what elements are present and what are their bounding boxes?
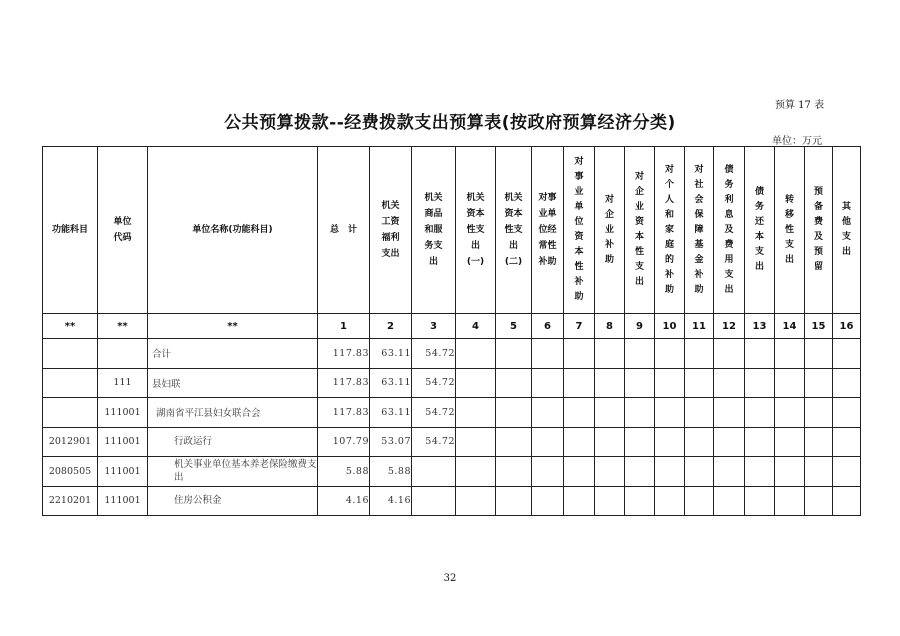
unit-code-cell: 111001 (98, 398, 148, 428)
empty-cell (685, 368, 714, 398)
header-col-11: 对社会保障基金补助 (685, 147, 714, 314)
index-cell: 14 (775, 314, 805, 339)
empty-cell (775, 457, 805, 487)
index-cell: 9 (625, 314, 655, 339)
index-cell: 11 (685, 314, 714, 339)
header-col-2: 机关工资福利支出 (370, 147, 412, 314)
header-col-15: 预备费及预留 (805, 147, 833, 314)
empty-cell (833, 427, 861, 457)
header-col-16: 其他支出 (833, 147, 861, 314)
index-cell: 15 (805, 314, 833, 339)
page-number: 32 (443, 573, 457, 584)
unit-code-cell (98, 339, 148, 369)
empty-cell (532, 368, 564, 398)
index-cell: 8 (595, 314, 625, 339)
empty-cell (833, 339, 861, 369)
empty-cell (833, 457, 861, 487)
empty-cell (496, 368, 532, 398)
table-row (43, 486, 861, 516)
empty-cell (745, 368, 775, 398)
wages-cell: 53.07 (370, 427, 412, 457)
index-row (43, 314, 861, 339)
index-cell: 1 (318, 314, 370, 339)
empty-cell (625, 486, 655, 516)
index-cell: 16 (833, 314, 861, 339)
empty-cell (775, 398, 805, 428)
budget-table (42, 146, 861, 516)
empty-cell (685, 427, 714, 457)
table-row (43, 427, 861, 457)
wages-cell: 63.11 (370, 339, 412, 369)
function-code-cell: 2080505 (43, 457, 98, 487)
empty-cell (685, 339, 714, 369)
empty-cell (595, 368, 625, 398)
empty-cell (456, 398, 496, 428)
empty-cell (564, 398, 595, 428)
header-col-5: 机关资本性支出(二) (496, 147, 532, 314)
empty-cell (805, 457, 833, 487)
empty-cell (496, 339, 532, 369)
unit-name-cell: 湖南省平江县妇女联合会 (148, 398, 318, 428)
empty-cell (685, 486, 714, 516)
total-cell: 117.83 (318, 368, 370, 398)
empty-cell (456, 427, 496, 457)
empty-cell (745, 486, 775, 516)
empty-cell (625, 339, 655, 369)
empty-cell (595, 486, 625, 516)
empty-cell (532, 398, 564, 428)
empty-cell (456, 368, 496, 398)
empty-cell (625, 457, 655, 487)
unit-name-cell: 机关事业单位基本养老保险缴费支出 (148, 457, 318, 487)
index-cell: 12 (714, 314, 745, 339)
empty-cell (805, 368, 833, 398)
header-col-8: 对企业补助 (595, 147, 625, 314)
empty-cell (625, 398, 655, 428)
document-title: 公共预算拨款--经费拨款支出预算表(按政府预算经济分类) (224, 113, 676, 133)
empty-cell (745, 398, 775, 428)
header-col-6: 对事业单位经常性补助 (532, 147, 564, 314)
wages-cell: 63.11 (370, 368, 412, 398)
empty-cell (714, 339, 745, 369)
empty-cell (532, 427, 564, 457)
empty-cell (805, 398, 833, 428)
empty-cell (564, 457, 595, 487)
function-code-cell (43, 368, 98, 398)
index-cell: 10 (655, 314, 685, 339)
wages-cell: 5.88 (370, 457, 412, 487)
function-code-cell: 2012901 (43, 427, 98, 457)
table-row (43, 398, 861, 428)
empty-cell (833, 486, 861, 516)
function-code-cell (43, 339, 98, 369)
unit-code-cell: 111 (98, 368, 148, 398)
empty-cell (775, 368, 805, 398)
function-code-cell (43, 398, 98, 428)
empty-cell (714, 427, 745, 457)
empty-cell (775, 486, 805, 516)
unit-name-cell: 住房公积金 (148, 486, 318, 516)
index-cell: 4 (456, 314, 496, 339)
empty-cell (564, 339, 595, 369)
empty-cell (745, 427, 775, 457)
unit-code-cell: 111001 (98, 457, 148, 487)
empty-cell (655, 457, 685, 487)
index-cell: ** (148, 314, 318, 339)
table-row (43, 457, 861, 487)
total-cell: 5.88 (318, 457, 370, 487)
index-cell: 7 (564, 314, 595, 339)
header-col-13: 债务还本支出 (745, 147, 775, 314)
empty-cell (532, 457, 564, 487)
goods-services-cell: 54.72 (412, 398, 456, 428)
unit-label: 单位：万元 (772, 136, 822, 147)
empty-cell (714, 457, 745, 487)
header-total: 总 计 (318, 147, 370, 314)
index-cell: 6 (532, 314, 564, 339)
empty-cell (745, 339, 775, 369)
total-cell: 117.83 (318, 398, 370, 428)
goods-services-cell (412, 457, 456, 487)
function-code-cell: 2210201 (43, 486, 98, 516)
header-unit-name: 单位名称(功能科目) (148, 147, 318, 314)
empty-cell (496, 398, 532, 428)
goods-services-cell (412, 486, 456, 516)
header-row (43, 147, 861, 314)
goods-services-cell: 54.72 (412, 339, 456, 369)
header-col-12: 债务利息及费用支出 (714, 147, 745, 314)
empty-cell (456, 486, 496, 516)
empty-cell (685, 457, 714, 487)
empty-cell (745, 457, 775, 487)
index-cell: 3 (412, 314, 456, 339)
header-function-subject: 功能科目 (43, 147, 98, 314)
header-col-14: 转移性支出 (775, 147, 805, 314)
table-number: 预算 17 表 (775, 100, 825, 111)
unit-code-cell: 111001 (98, 427, 148, 457)
empty-cell (714, 368, 745, 398)
index-cell: 5 (496, 314, 532, 339)
empty-cell (564, 486, 595, 516)
goods-services-cell: 54.72 (412, 368, 456, 398)
empty-cell (595, 427, 625, 457)
header-col-4: 机关资本性支出(一) (456, 147, 496, 314)
empty-cell (496, 457, 532, 487)
empty-cell (655, 427, 685, 457)
empty-cell (685, 398, 714, 428)
header-col-9: 对企业资本性支出 (625, 147, 655, 314)
empty-cell (833, 368, 861, 398)
empty-cell (625, 368, 655, 398)
empty-cell (805, 339, 833, 369)
empty-cell (714, 486, 745, 516)
empty-cell (496, 486, 532, 516)
empty-cell (595, 398, 625, 428)
goods-services-cell: 54.72 (412, 427, 456, 457)
unit-code-cell: 111001 (98, 486, 148, 516)
empty-cell (625, 427, 655, 457)
wages-cell: 4.16 (370, 486, 412, 516)
header-col-10: 对个人和家庭的补助 (655, 147, 685, 314)
table-row (43, 368, 861, 398)
empty-cell (532, 486, 564, 516)
index-cell: 2 (370, 314, 412, 339)
table-row-total (43, 339, 861, 369)
empty-cell (496, 427, 532, 457)
empty-cell (775, 339, 805, 369)
unit-name-cell: 行政运行 (148, 427, 318, 457)
index-cell: 13 (745, 314, 775, 339)
unit-name-cell: 合计 (148, 339, 318, 369)
total-cell: 4.16 (318, 486, 370, 516)
wages-cell: 63.11 (370, 398, 412, 428)
empty-cell (456, 457, 496, 487)
unit-name-cell: 县妇联 (148, 368, 318, 398)
empty-cell (564, 368, 595, 398)
empty-cell (714, 398, 745, 428)
total-cell: 107.79 (318, 427, 370, 457)
empty-cell (595, 457, 625, 487)
empty-cell (532, 339, 564, 369)
empty-cell (805, 427, 833, 457)
header-unit-code: 单位代码 (98, 147, 148, 314)
empty-cell (595, 339, 625, 369)
empty-cell (655, 486, 685, 516)
empty-cell (655, 398, 685, 428)
empty-cell (456, 339, 496, 369)
empty-cell (775, 427, 805, 457)
index-cell: ** (43, 314, 98, 339)
empty-cell (655, 368, 685, 398)
header-col-7: 对事业单位资本性补助 (564, 147, 595, 314)
empty-cell (805, 486, 833, 516)
empty-cell (833, 398, 861, 428)
header-col-3: 机关商品和服务支出 (412, 147, 456, 314)
empty-cell (564, 427, 595, 457)
total-cell: 117.83 (318, 339, 370, 369)
index-cell: ** (98, 314, 148, 339)
empty-cell (655, 339, 685, 369)
